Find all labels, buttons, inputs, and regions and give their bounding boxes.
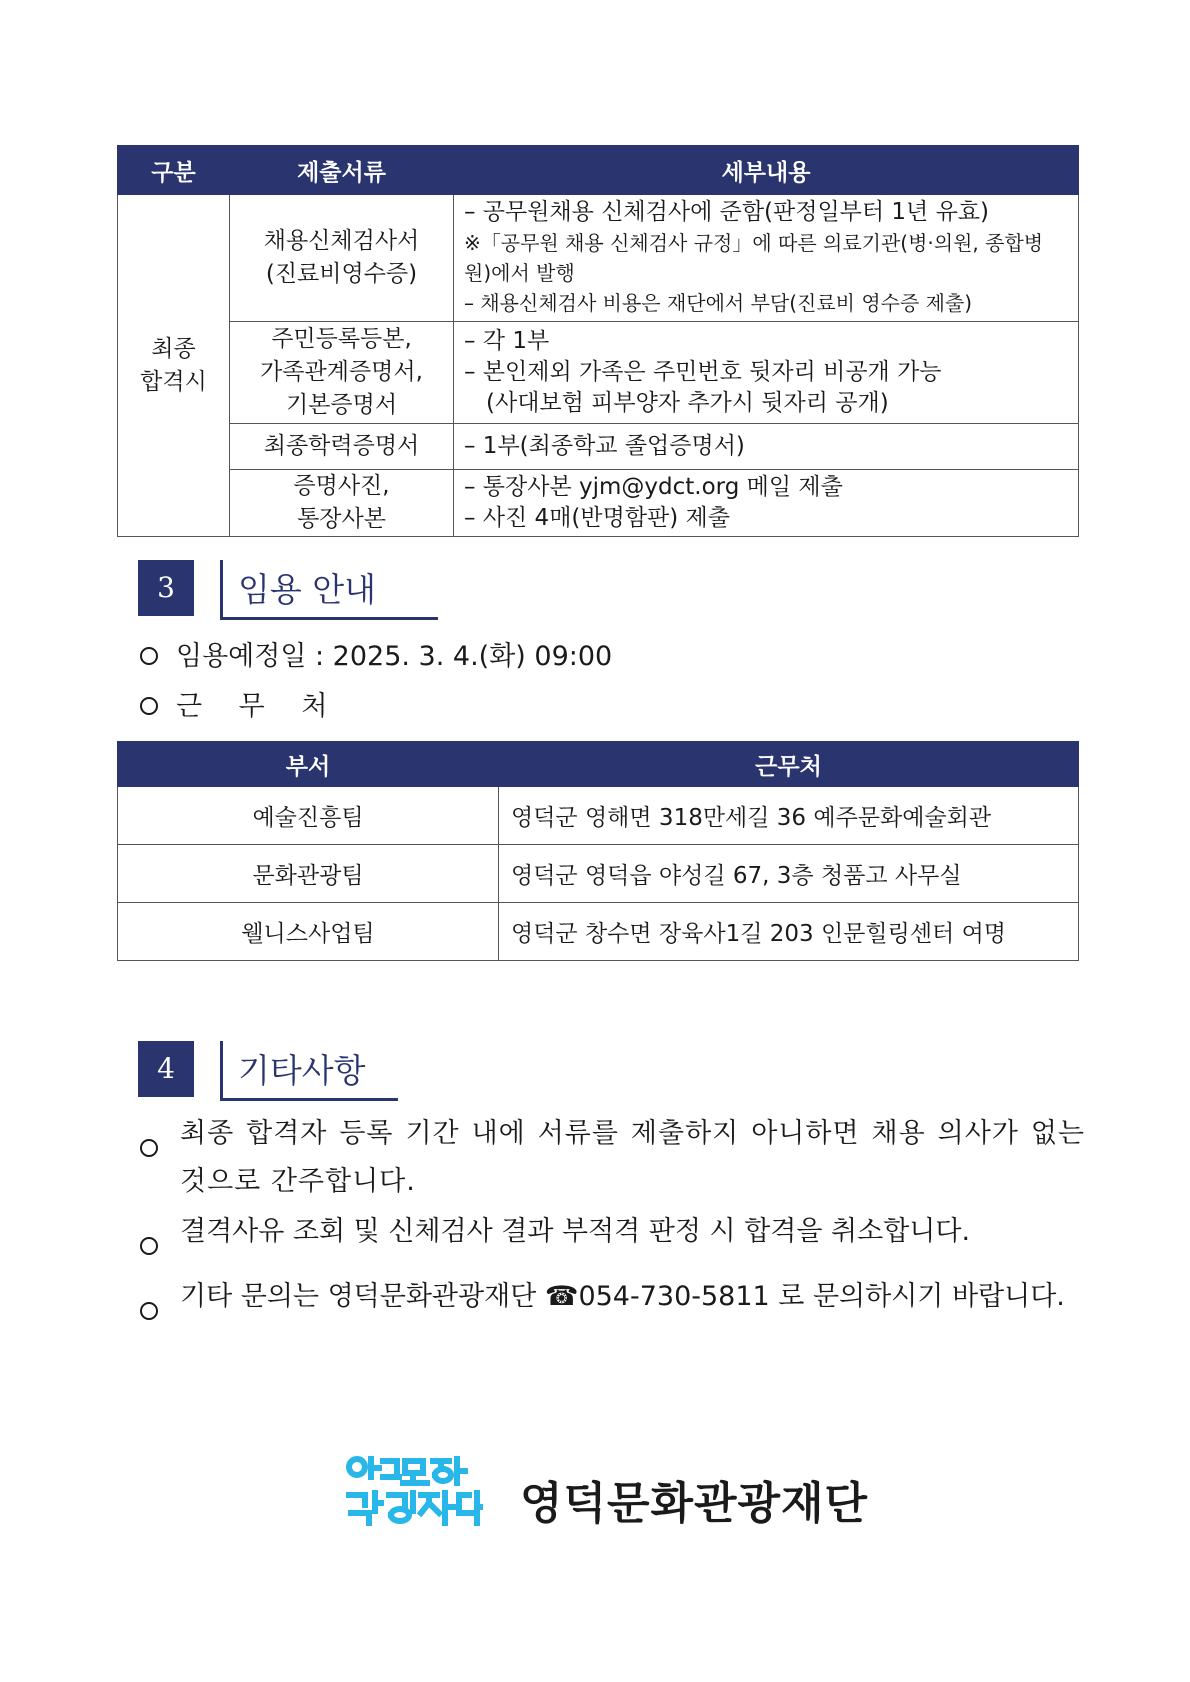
section-underline (220, 617, 438, 620)
documents-table-header (118, 146, 1079, 195)
table-row (118, 845, 1079, 903)
detail-line: (사대보험 피부양자 추가시 뒷자리 공개) (486, 390, 889, 416)
workplace-cell: 영덕군 영해면 318만세길 36 예주문화예술회관 (499, 787, 1079, 845)
table-row (118, 470, 1079, 537)
department-cell: 예술진흥팀 (118, 787, 499, 845)
table-row (118, 195, 1079, 322)
list-item (140, 1273, 1085, 1336)
header-workplace: 근무처 (499, 742, 1079, 787)
table-row (118, 424, 1079, 470)
department-cell: 문화관광팀 (118, 845, 499, 903)
doc-details (454, 470, 1079, 537)
workplace-table-header (118, 742, 1079, 787)
note-text: 결격사유 조회 및 신체검사 결과 부적격 판정 시 합격을 취소합니다. (180, 1216, 971, 1247)
doc-name: 채용신체검사서 (진료비영수증) (230, 195, 454, 322)
doc-details (454, 424, 1079, 470)
section-4-heading (138, 1041, 438, 1101)
table-row (118, 322, 1079, 424)
workplace-cell: 영덕군 영덕읍 야성길 67, 3층 청품고 사무실 (499, 845, 1079, 903)
table-row (118, 787, 1079, 845)
doc-name: 최종학력증명서 (230, 424, 454, 470)
note-text: 최종 합격자 등록 기간 내에 서류를 제출하지 아니하면 채용 의사가 없는 것으로 간주합니다. (180, 1118, 1085, 1197)
doc-details (454, 195, 1079, 322)
documents-table (117, 145, 1079, 537)
section-underline (220, 1098, 398, 1101)
doc-name: 증명사진, 통장사본 (230, 470, 454, 537)
detail-line: – 통장사본 yjm@ydct.org 메일 제출 (464, 474, 843, 500)
section-number: 4 (138, 1041, 194, 1097)
category-cell: 최종 합격시 (118, 195, 230, 537)
list-item (140, 1110, 1085, 1206)
other-notes (140, 1110, 1085, 1336)
workplace-line (140, 684, 341, 723)
workplace-table (117, 741, 1079, 961)
table-row (118, 903, 1079, 961)
detail-line: – 사진 4매(반명함판) 제출 (464, 505, 730, 531)
logo-mark-icon (345, 1455, 483, 1527)
detail-line: ※「공무원 채용 신체검사 규정」에 따른 의료기관(병·의원, 종합병원)에서 발행 (464, 231, 1044, 285)
department-cell: 웰니스사업팀 (118, 903, 499, 961)
doc-name: 주민등록등본, 가족관계증명서, 기본증명서 (230, 322, 454, 424)
circle-bullet-icon (140, 647, 158, 665)
detail-line: – 본인제외 가족은 주민번호 뒷자리 비공개 가능 (464, 359, 942, 385)
start-date-line (140, 634, 612, 673)
section-title: 임용 안내 (238, 570, 377, 609)
section-divider (220, 1041, 223, 1099)
detail-line: – 공무원채용 신체검사에 준함(판정일부터 1년 유효) (464, 199, 989, 225)
header-details: 세부내용 (454, 146, 1079, 195)
section-number: 3 (138, 560, 194, 616)
circle-bullet-icon (140, 697, 158, 715)
detail-line: – 채용신체검사 비용은 재단에서 부담(진료비 영수증 제출) (464, 291, 973, 315)
circle-bullet-icon (140, 1208, 180, 1271)
org-name: 영덕문화관광재단 (520, 1478, 869, 1529)
workplace-label: 근 무 처 (176, 691, 342, 722)
start-date-text: 임용예정일 : 2025. 3. 4.(화) 09:00 (176, 641, 613, 672)
header-documents: 제출서류 (230, 146, 454, 195)
section-3-heading (138, 560, 438, 620)
circle-bullet-icon (140, 1273, 180, 1336)
foundation-logo (345, 1455, 869, 1545)
circle-bullet-icon (140, 1110, 180, 1206)
workplace-cell: 영덕군 창수면 장육사1길 203 인문힐링센터 여명 (499, 903, 1079, 961)
section-divider (220, 560, 223, 618)
detail-line: – 각 1부 (464, 328, 550, 354)
header-category: 구분 (118, 146, 230, 195)
list-item (140, 1208, 1085, 1271)
header-department: 부서 (118, 742, 499, 787)
doc-details (454, 322, 1079, 424)
note-text: 기타 문의는 영덕문화관광재단 ☎054-730-5811 로 문의하시기 바랍니다. (180, 1281, 1065, 1312)
section-title: 기타사항 (238, 1051, 366, 1090)
detail-line: – 1부(최종학교 졸업증명서) (464, 433, 745, 459)
